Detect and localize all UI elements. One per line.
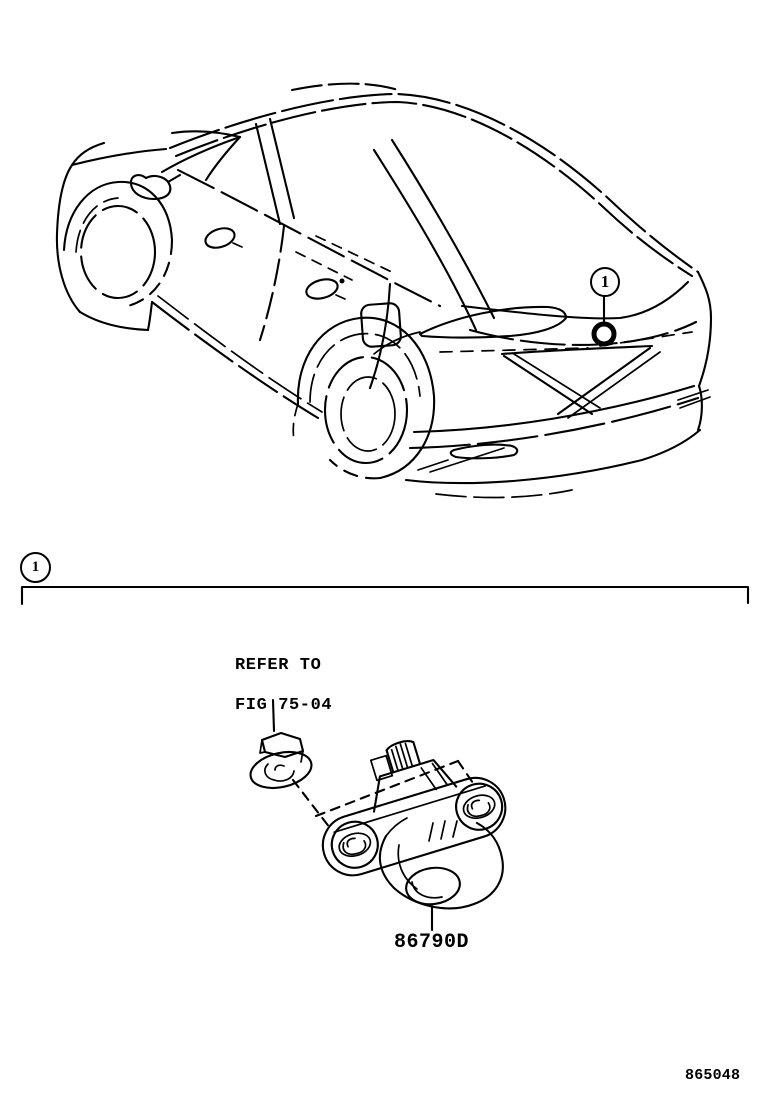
- note-line-1: REFER TO: [235, 656, 322, 675]
- section-number: 1: [31, 559, 40, 575]
- license-plate-recess: [502, 346, 660, 418]
- rear-door-handle: [304, 276, 345, 302]
- camera-part-illustration: [299, 718, 512, 930]
- taillight: [420, 307, 566, 338]
- front-door-handle: [203, 225, 242, 251]
- note-line-2: FIG 75-04: [235, 696, 333, 715]
- part-number-label: 86790D: [394, 931, 470, 954]
- callout-number: 1: [600, 272, 610, 291]
- callout-circle-section: [20, 552, 51, 583]
- side-mirror: [131, 175, 170, 199]
- front-wheel: [81, 206, 155, 298]
- refer-to-note: [235, 656, 332, 716]
- mounting-stud: [368, 739, 421, 781]
- camera-mount-bracket: [299, 718, 512, 883]
- figure-code: 865048: [685, 1067, 741, 1084]
- section-bracket: [22, 587, 748, 604]
- exhaust-trim: [451, 445, 517, 459]
- flange-nut-illustration: [247, 733, 315, 794]
- callout-circle-vehicle: [590, 267, 620, 297]
